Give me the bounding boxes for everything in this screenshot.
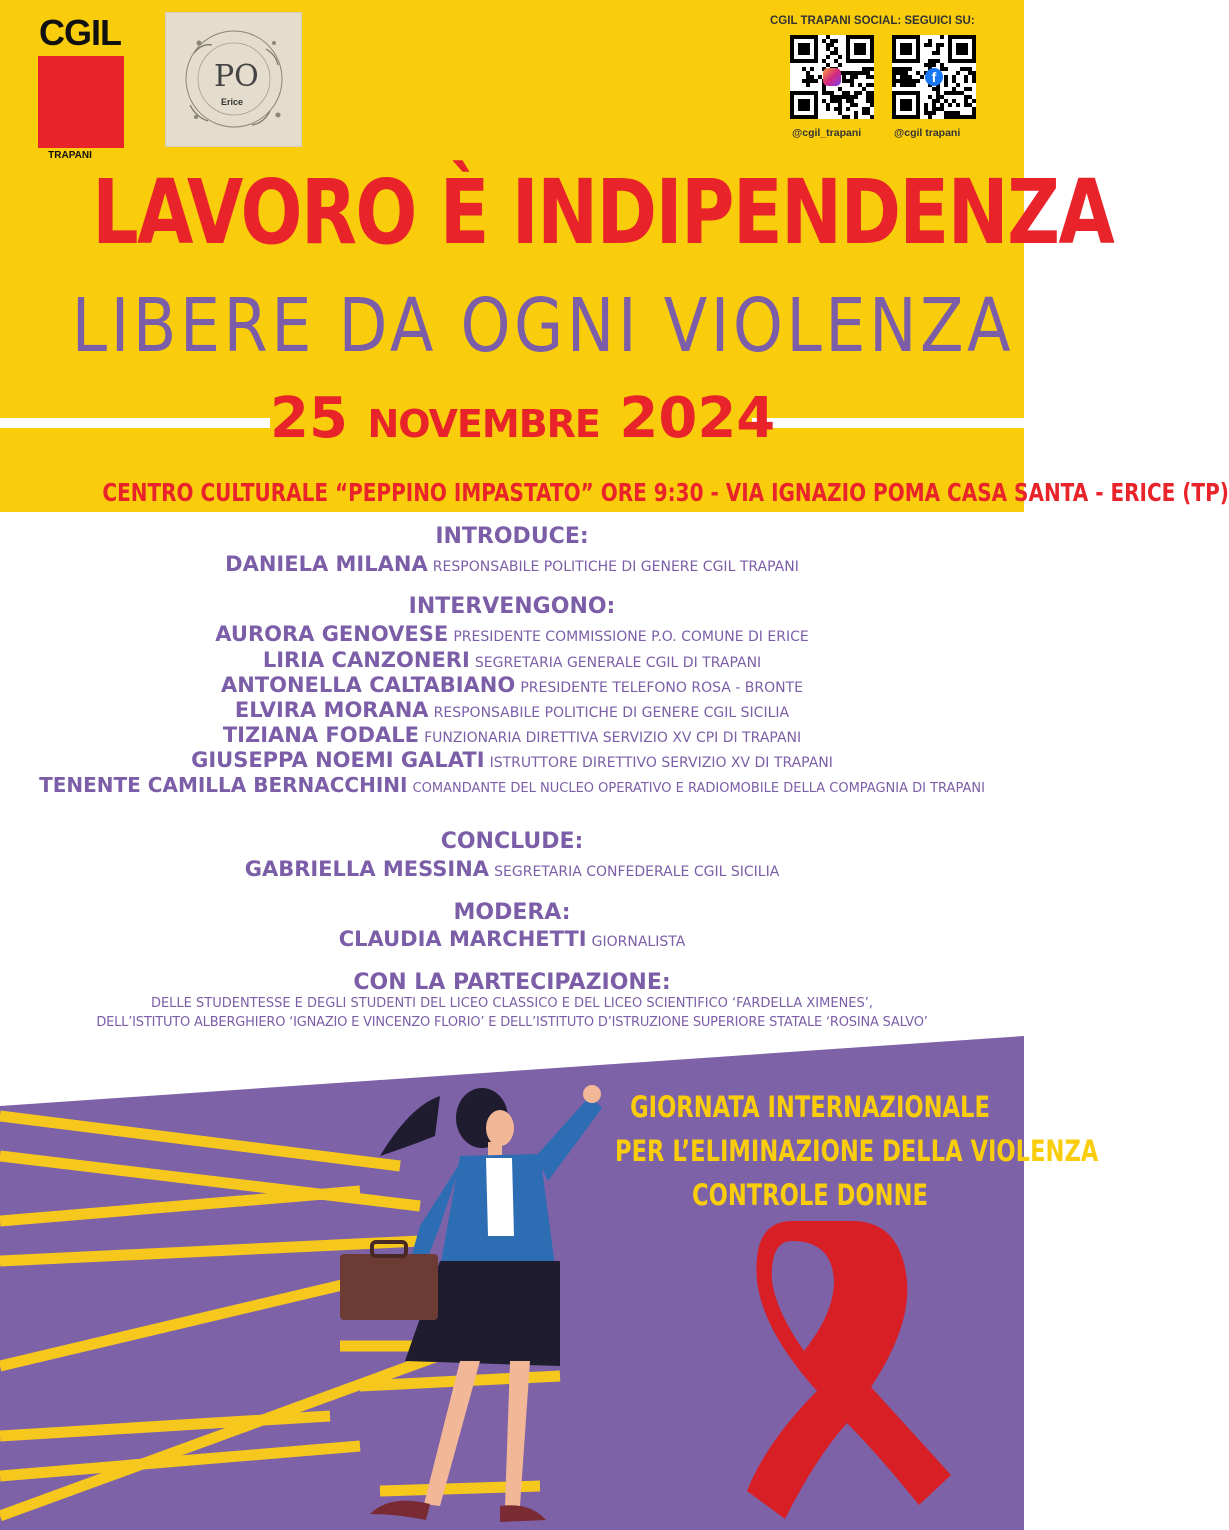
speaker-name: AURORA GENOVESE xyxy=(215,622,449,646)
social-title: CGIL TRAPANI SOCIAL: SEGUICI SU: xyxy=(770,15,975,27)
speaker-name: CLAUDIA MARCHETTI xyxy=(338,927,587,951)
speaker-role: COMANDANTE DEL NUCLEO OPERATIVO E RADIOMOBILE DELLA COMPAGNIA DI TRAPANI xyxy=(412,781,985,796)
facebook-icon: f xyxy=(925,68,943,86)
heading-introduce: INTRODUCE: xyxy=(435,524,589,549)
campaign-line: GIORNATA INTERNAZIONALE xyxy=(630,1090,990,1124)
event-date xyxy=(270,386,776,451)
partecipazione-line: DELLE STUDENTESSE E DEGLI STUDENTI DEL LICEO CLASSICO E DEL LICEO SCIENTIFICO ‘FARDELLA XIMENES’, xyxy=(150,996,874,1011)
speaker-row xyxy=(0,857,1024,881)
cgil-logo-subtitle: TRAPANI xyxy=(48,150,92,161)
cgil-logo xyxy=(30,12,130,162)
speaker-role: RESPONSABILE POLITICHE DI GENERE CGIL TRAPANI xyxy=(432,559,799,575)
instagram-icon xyxy=(823,68,841,86)
qr-code-instagram[interactable] xyxy=(790,35,874,119)
event-title: LAVORO È INDIPENDENZA xyxy=(92,160,1114,264)
date-year: 2024 xyxy=(619,386,776,451)
speaker-role: PRESIDENTE COMMISSIONE P.O. COMUNE DI ERICE xyxy=(453,629,809,645)
speaker-name: DANIELA MILANA xyxy=(225,552,428,576)
speaker-name: GABRIELLA MESSINA xyxy=(244,857,490,881)
campaign-line: PER L’ELIMINAZIONE DELLA VIOLENZA xyxy=(615,1134,1099,1168)
speaker-name: TENENTE CAMILLA BERNACCHINI xyxy=(39,773,408,797)
speaker-role: PRESIDENTE TELEFONO ROSA - BRONTE xyxy=(520,680,804,696)
date-rule-right xyxy=(752,418,1024,428)
po-logo-mark: PO xyxy=(214,59,259,94)
speaker-role: SEGRETARIA CONFEDERALE CGIL SICILIA xyxy=(494,864,780,880)
speaker-row xyxy=(0,723,1024,747)
speaker-role: FUNZIONARIA DIRETTIVA SERVIZIO XV CPI DI TRAPANI xyxy=(424,730,802,746)
speaker-name: ELVIRA MORANA xyxy=(234,698,429,722)
speaker-name: GIUSEPPA NOEMI GALATI xyxy=(191,748,485,772)
event-subtitle: LIBERE DA OGNI VIOLENZA xyxy=(71,283,1015,369)
cgil-logo-square xyxy=(38,56,124,148)
facebook-handle[interactable]: @cgil trapani xyxy=(894,127,961,139)
speaker-role: RESPONSABILE POLITICHE DI GENERE CGIL SICILIA xyxy=(433,705,790,721)
date-month: NOVEMBRE xyxy=(367,402,600,446)
heading-modera: MODERA: xyxy=(453,900,571,925)
qr-code-facebook[interactable] xyxy=(892,35,976,119)
campaign-text xyxy=(615,1085,1099,1217)
campaign-line: CONTROLE DONNE xyxy=(692,1178,928,1212)
heading-conclude: CONCLUDE: xyxy=(440,829,584,854)
speaker-row xyxy=(0,622,1024,646)
partecipazione-line: DELL’ISTITUTO ALBERGHIERO ‘IGNAZIO E VINCENZO FLORIO’ E DELL’ISTITUTO D’ISTRUZIONE SUPERIORE STATALE ‘ROSINA SALVO’ xyxy=(96,1015,928,1030)
speaker-role: GIORNALISTA xyxy=(591,934,686,950)
instagram-handle[interactable]: @cgil_trapani xyxy=(792,127,862,139)
po-logo-place: Erice xyxy=(221,97,244,107)
speaker-name: LIRIA CANZONERI xyxy=(262,648,470,672)
speaker-row xyxy=(0,698,1024,722)
speaker-row xyxy=(0,748,1024,772)
heading-partecipazione: CON LA PARTECIPAZIONE: xyxy=(353,970,671,995)
speaker-row xyxy=(0,927,1024,951)
speaker-row xyxy=(10,773,1014,797)
speaker-row xyxy=(0,673,1024,697)
speaker-role: ISTRUTTORE DIRETTIVO SERVIZIO XV DI TRAPANI xyxy=(489,755,833,771)
speaker-row xyxy=(0,648,1024,672)
speaker-row xyxy=(0,552,1024,576)
pari-opportunita-logo xyxy=(165,12,302,147)
speaker-role: SEGRETARIA GENERALE CGIL DI TRAPANI xyxy=(474,655,762,671)
speaker-name: ANTONELLA CALTABIANO xyxy=(220,673,516,697)
cgil-logo-word: CGIL xyxy=(39,12,121,53)
date-day: 25 xyxy=(270,386,348,451)
heading-intervengono: INTERVENGONO: xyxy=(408,594,616,619)
speaker-name: TIZIANA FODALE xyxy=(222,723,420,747)
date-rule-left xyxy=(0,418,270,428)
event-venue: CENTRO CULTURALE “PEPPINO IMPASTATO” ORE 9:30 - VIA IGNAZIO POMA CASA SANTA - ERICE (TP) xyxy=(102,478,1229,507)
